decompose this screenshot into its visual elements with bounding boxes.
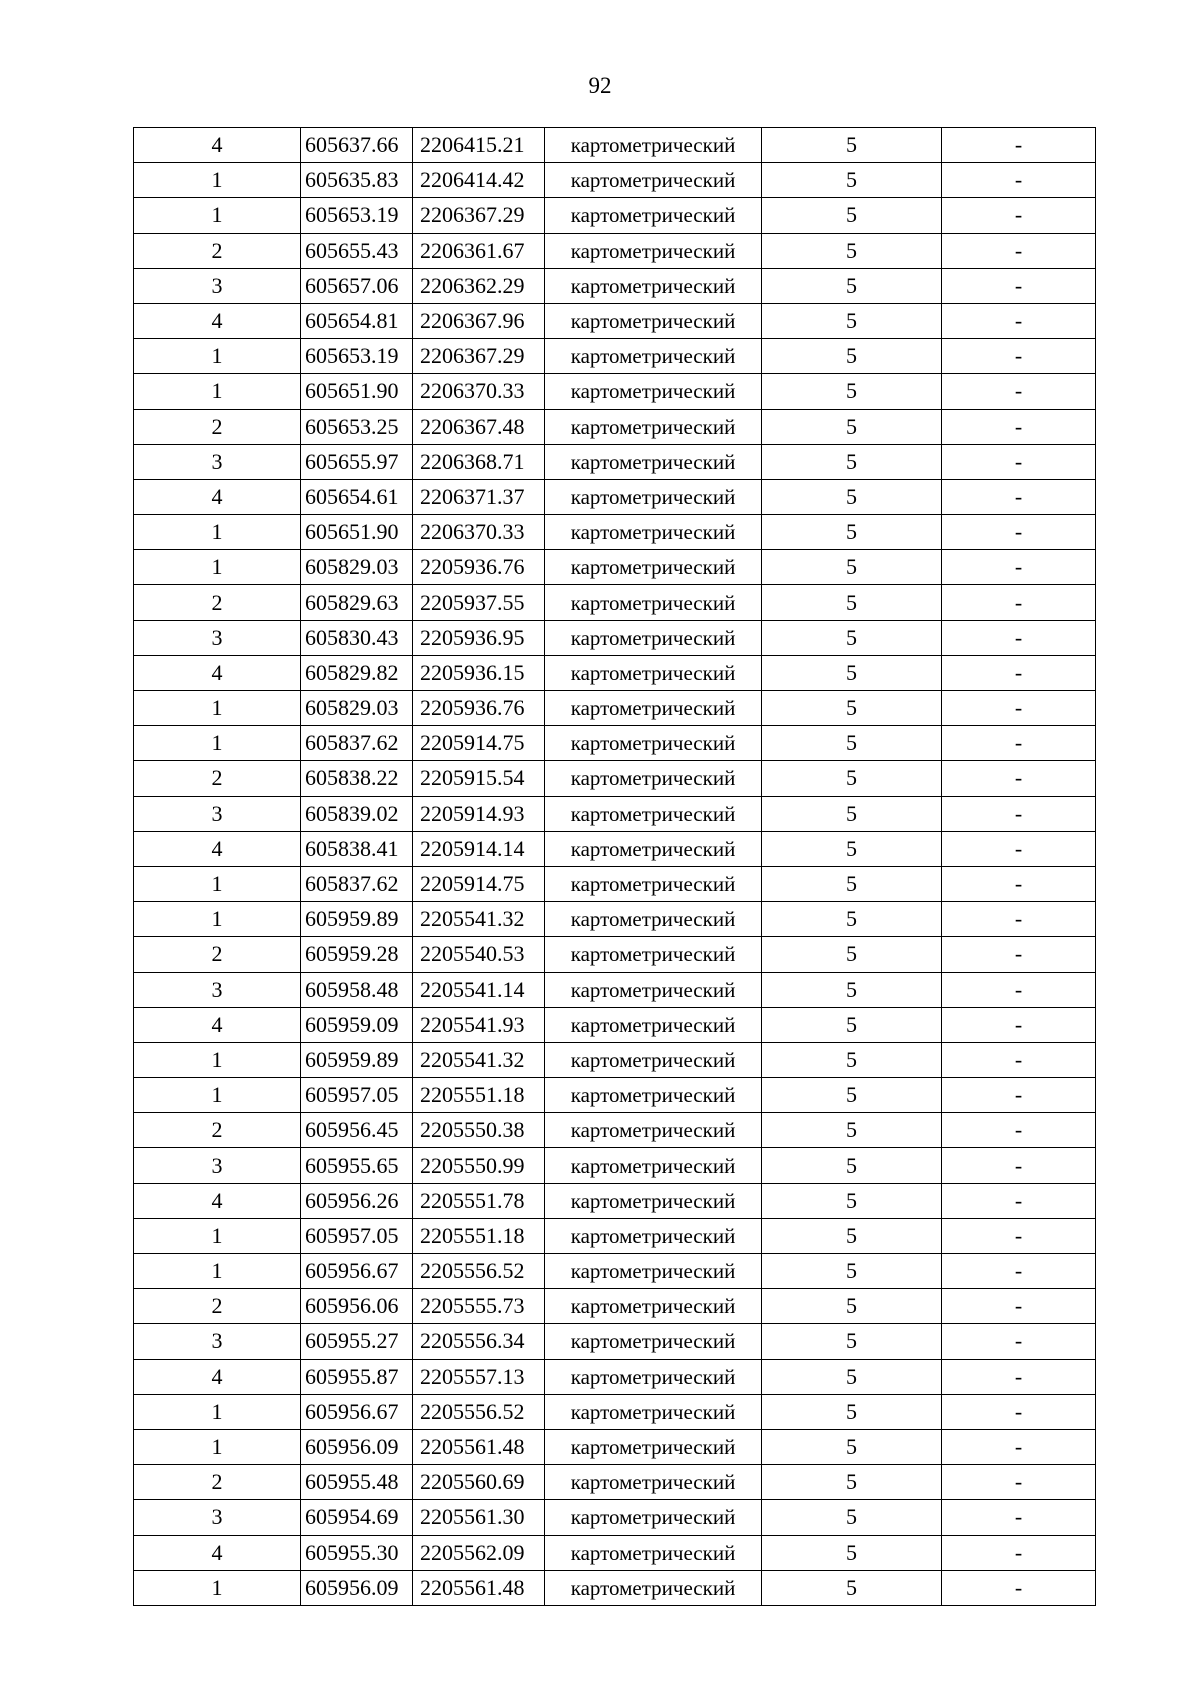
point-number-cell: 1 xyxy=(134,1394,301,1429)
note-cell: - xyxy=(942,1500,1096,1535)
method-cell: картометрический xyxy=(545,128,762,163)
note-cell: - xyxy=(942,233,1096,268)
note-cell: - xyxy=(942,902,1096,937)
accuracy-cell: 5 xyxy=(762,796,942,831)
x-coordinate-cell: 605635.83 xyxy=(301,163,413,198)
point-number-cell: 2 xyxy=(134,1113,301,1148)
method-cell: картометрический xyxy=(545,1394,762,1429)
y-coordinate-cell: 2206415.21 xyxy=(413,128,545,163)
x-coordinate-cell: 605956.09 xyxy=(301,1429,413,1464)
note-cell: - xyxy=(942,550,1096,585)
table-row xyxy=(134,233,1096,268)
point-number-cell: 1 xyxy=(134,163,301,198)
accuracy-cell: 5 xyxy=(762,691,942,726)
note-cell: - xyxy=(942,1465,1096,1500)
table-row xyxy=(134,1218,1096,1253)
table-row xyxy=(134,620,1096,655)
x-coordinate-cell: 605837.62 xyxy=(301,726,413,761)
point-number-cell: 1 xyxy=(134,1429,301,1464)
point-number-cell: 3 xyxy=(134,444,301,479)
y-coordinate-cell: 2205914.14 xyxy=(413,831,545,866)
note-cell: - xyxy=(942,268,1096,303)
note-cell: - xyxy=(942,303,1096,338)
note-cell: - xyxy=(942,831,1096,866)
x-coordinate-cell: 605954.69 xyxy=(301,1500,413,1535)
point-number-cell: 4 xyxy=(134,831,301,866)
table-row xyxy=(134,1535,1096,1570)
note-cell: - xyxy=(942,1148,1096,1183)
point-number-cell: 2 xyxy=(134,1465,301,1500)
y-coordinate-cell: 2206367.48 xyxy=(413,409,545,444)
table-row xyxy=(134,1183,1096,1218)
method-cell: картометрический xyxy=(545,796,762,831)
note-cell: - xyxy=(942,1394,1096,1429)
accuracy-cell: 5 xyxy=(762,1254,942,1289)
y-coordinate-cell: 2205936.15 xyxy=(413,655,545,690)
note-cell: - xyxy=(942,515,1096,550)
method-cell: картометрический xyxy=(545,937,762,972)
x-coordinate-cell: 605956.26 xyxy=(301,1183,413,1218)
point-number-cell: 1 xyxy=(134,550,301,585)
accuracy-cell: 5 xyxy=(762,1183,942,1218)
table-row xyxy=(134,479,1096,514)
method-cell: картометрический xyxy=(545,585,762,620)
y-coordinate-cell: 2206368.71 xyxy=(413,444,545,479)
accuracy-cell: 5 xyxy=(762,479,942,514)
y-coordinate-cell: 2206362.29 xyxy=(413,268,545,303)
method-cell: картометрический xyxy=(545,1324,762,1359)
note-cell: - xyxy=(942,374,1096,409)
method-cell: картометрический xyxy=(545,1359,762,1394)
x-coordinate-cell: 605955.65 xyxy=(301,1148,413,1183)
note-cell: - xyxy=(942,691,1096,726)
y-coordinate-cell: 2205936.76 xyxy=(413,550,545,585)
y-coordinate-cell: 2205550.99 xyxy=(413,1148,545,1183)
note-cell: - xyxy=(942,866,1096,901)
note-cell: - xyxy=(942,409,1096,444)
note-cell: - xyxy=(942,444,1096,479)
method-cell: картометрический xyxy=(545,1570,762,1605)
table-row xyxy=(134,515,1096,550)
table-row xyxy=(134,374,1096,409)
note-cell: - xyxy=(942,655,1096,690)
x-coordinate-cell: 605651.90 xyxy=(301,515,413,550)
accuracy-cell: 5 xyxy=(762,233,942,268)
table-row xyxy=(134,550,1096,585)
table-row xyxy=(134,1429,1096,1464)
method-cell: картометрический xyxy=(545,198,762,233)
x-coordinate-cell: 605956.06 xyxy=(301,1289,413,1324)
accuracy-cell: 5 xyxy=(762,1465,942,1500)
coordinates-table-body xyxy=(134,128,1096,1606)
table-row xyxy=(134,303,1096,338)
point-number-cell: 3 xyxy=(134,1324,301,1359)
accuracy-cell: 5 xyxy=(762,726,942,761)
x-coordinate-cell: 605829.63 xyxy=(301,585,413,620)
accuracy-cell: 5 xyxy=(762,1078,942,1113)
method-cell: картометрический xyxy=(545,233,762,268)
note-cell: - xyxy=(942,1078,1096,1113)
x-coordinate-cell: 605959.28 xyxy=(301,937,413,972)
note-cell: - xyxy=(942,585,1096,620)
note-cell: - xyxy=(942,1007,1096,1042)
point-number-cell: 1 xyxy=(134,1254,301,1289)
point-number-cell: 1 xyxy=(134,1078,301,1113)
method-cell: картометрический xyxy=(545,1148,762,1183)
table-row xyxy=(134,1254,1096,1289)
x-coordinate-cell: 605655.43 xyxy=(301,233,413,268)
x-coordinate-cell: 605654.61 xyxy=(301,479,413,514)
point-number-cell: 4 xyxy=(134,1535,301,1570)
y-coordinate-cell: 2205562.09 xyxy=(413,1535,545,1570)
method-cell: картометрический xyxy=(545,866,762,901)
x-coordinate-cell: 605955.87 xyxy=(301,1359,413,1394)
accuracy-cell: 5 xyxy=(762,550,942,585)
note-cell: - xyxy=(942,937,1096,972)
accuracy-cell: 5 xyxy=(762,198,942,233)
table-row xyxy=(134,1500,1096,1535)
y-coordinate-cell: 2205561.30 xyxy=(413,1500,545,1535)
note-cell: - xyxy=(942,1429,1096,1464)
table-row xyxy=(134,726,1096,761)
method-cell: картометрический xyxy=(545,374,762,409)
table-row xyxy=(134,866,1096,901)
table-row xyxy=(134,1394,1096,1429)
note-cell: - xyxy=(942,726,1096,761)
x-coordinate-cell: 605653.19 xyxy=(301,198,413,233)
x-coordinate-cell: 605829.03 xyxy=(301,550,413,585)
table-row xyxy=(134,444,1096,479)
note-cell: - xyxy=(942,1113,1096,1148)
y-coordinate-cell: 2206361.67 xyxy=(413,233,545,268)
method-cell: картометрический xyxy=(545,409,762,444)
method-cell: картометрический xyxy=(545,691,762,726)
point-number-cell: 1 xyxy=(134,1570,301,1605)
accuracy-cell: 5 xyxy=(762,444,942,479)
table-row xyxy=(134,972,1096,1007)
y-coordinate-cell: 2205915.54 xyxy=(413,761,545,796)
accuracy-cell: 5 xyxy=(762,1500,942,1535)
y-coordinate-cell: 2205555.73 xyxy=(413,1289,545,1324)
accuracy-cell: 5 xyxy=(762,1042,942,1077)
y-coordinate-cell: 2205914.75 xyxy=(413,726,545,761)
table-row xyxy=(134,796,1096,831)
y-coordinate-cell: 2205541.32 xyxy=(413,902,545,937)
x-coordinate-cell: 605959.89 xyxy=(301,1042,413,1077)
accuracy-cell: 5 xyxy=(762,972,942,1007)
x-coordinate-cell: 605653.19 xyxy=(301,339,413,374)
note-cell: - xyxy=(942,1183,1096,1218)
y-coordinate-cell: 2206414.42 xyxy=(413,163,545,198)
y-coordinate-cell: 2205936.95 xyxy=(413,620,545,655)
x-coordinate-cell: 605837.62 xyxy=(301,866,413,901)
accuracy-cell: 5 xyxy=(762,163,942,198)
x-coordinate-cell: 605958.48 xyxy=(301,972,413,1007)
y-coordinate-cell: 2206367.96 xyxy=(413,303,545,338)
table-row xyxy=(134,1113,1096,1148)
table-row xyxy=(134,1359,1096,1394)
method-cell: картометрический xyxy=(545,726,762,761)
note-cell: - xyxy=(942,1254,1096,1289)
point-number-cell: 1 xyxy=(134,726,301,761)
y-coordinate-cell: 2205561.48 xyxy=(413,1429,545,1464)
table-row xyxy=(134,1042,1096,1077)
note-cell: - xyxy=(942,1218,1096,1253)
note-cell: - xyxy=(942,1324,1096,1359)
note-cell: - xyxy=(942,1289,1096,1324)
table-row xyxy=(134,585,1096,620)
point-number-cell: 2 xyxy=(134,937,301,972)
y-coordinate-cell: 2205914.93 xyxy=(413,796,545,831)
note-cell: - xyxy=(942,620,1096,655)
method-cell: картометрический xyxy=(545,163,762,198)
method-cell: картометрический xyxy=(545,761,762,796)
table-row xyxy=(134,691,1096,726)
note-cell: - xyxy=(942,163,1096,198)
y-coordinate-cell: 2205551.78 xyxy=(413,1183,545,1218)
accuracy-cell: 5 xyxy=(762,1218,942,1253)
table-row xyxy=(134,1078,1096,1113)
point-number-cell: 1 xyxy=(134,1218,301,1253)
method-cell: картометрический xyxy=(545,902,762,937)
y-coordinate-cell: 2205541.32 xyxy=(413,1042,545,1077)
method-cell: картометрический xyxy=(545,1183,762,1218)
x-coordinate-cell: 605829.82 xyxy=(301,655,413,690)
point-number-cell: 2 xyxy=(134,761,301,796)
x-coordinate-cell: 605959.89 xyxy=(301,902,413,937)
note-cell: - xyxy=(942,339,1096,374)
y-coordinate-cell: 2205540.53 xyxy=(413,937,545,972)
x-coordinate-cell: 605956.45 xyxy=(301,1113,413,1148)
accuracy-cell: 5 xyxy=(762,1394,942,1429)
accuracy-cell: 5 xyxy=(762,303,942,338)
table-row xyxy=(134,655,1096,690)
accuracy-cell: 5 xyxy=(762,937,942,972)
method-cell: картометрический xyxy=(545,1113,762,1148)
note-cell: - xyxy=(942,479,1096,514)
table-row xyxy=(134,1289,1096,1324)
method-cell: картометрический xyxy=(545,1535,762,1570)
method-cell: картометрический xyxy=(545,1042,762,1077)
x-coordinate-cell: 605838.22 xyxy=(301,761,413,796)
accuracy-cell: 5 xyxy=(762,1324,942,1359)
coordinates-table xyxy=(133,127,1096,1606)
x-coordinate-cell: 605839.02 xyxy=(301,796,413,831)
accuracy-cell: 5 xyxy=(762,1113,942,1148)
accuracy-cell: 5 xyxy=(762,585,942,620)
y-coordinate-cell: 2205556.52 xyxy=(413,1254,545,1289)
note-cell: - xyxy=(942,761,1096,796)
point-number-cell: 4 xyxy=(134,479,301,514)
table-row xyxy=(134,409,1096,444)
method-cell: картометрический xyxy=(545,550,762,585)
x-coordinate-cell: 605829.03 xyxy=(301,691,413,726)
method-cell: картометрический xyxy=(545,831,762,866)
point-number-cell: 4 xyxy=(134,1007,301,1042)
note-cell: - xyxy=(942,1570,1096,1605)
method-cell: картометрический xyxy=(545,515,762,550)
accuracy-cell: 5 xyxy=(762,1535,942,1570)
point-number-cell: 3 xyxy=(134,1148,301,1183)
point-number-cell: 4 xyxy=(134,128,301,163)
table-row xyxy=(134,268,1096,303)
note-cell: - xyxy=(942,1359,1096,1394)
accuracy-cell: 5 xyxy=(762,1007,942,1042)
y-coordinate-cell: 2205556.34 xyxy=(413,1324,545,1359)
note-cell: - xyxy=(942,972,1096,1007)
accuracy-cell: 5 xyxy=(762,1289,942,1324)
point-number-cell: 3 xyxy=(134,620,301,655)
point-number-cell: 1 xyxy=(134,515,301,550)
x-coordinate-cell: 605955.48 xyxy=(301,1465,413,1500)
accuracy-cell: 5 xyxy=(762,902,942,937)
x-coordinate-cell: 605957.05 xyxy=(301,1218,413,1253)
accuracy-cell: 5 xyxy=(762,1429,942,1464)
note-cell: - xyxy=(942,128,1096,163)
y-coordinate-cell: 2205556.52 xyxy=(413,1394,545,1429)
accuracy-cell: 5 xyxy=(762,620,942,655)
point-number-cell: 4 xyxy=(134,1183,301,1218)
y-coordinate-cell: 2206367.29 xyxy=(413,198,545,233)
y-coordinate-cell: 2205557.13 xyxy=(413,1359,545,1394)
y-coordinate-cell: 2205937.55 xyxy=(413,585,545,620)
y-coordinate-cell: 2205541.14 xyxy=(413,972,545,1007)
accuracy-cell: 5 xyxy=(762,1570,942,1605)
accuracy-cell: 5 xyxy=(762,1359,942,1394)
table-row xyxy=(134,761,1096,796)
x-coordinate-cell: 605657.06 xyxy=(301,268,413,303)
x-coordinate-cell: 605655.97 xyxy=(301,444,413,479)
method-cell: картометрический xyxy=(545,1007,762,1042)
point-number-cell: 1 xyxy=(134,374,301,409)
point-number-cell: 4 xyxy=(134,655,301,690)
point-number-cell: 3 xyxy=(134,268,301,303)
point-number-cell: 4 xyxy=(134,1359,301,1394)
note-cell: - xyxy=(942,1535,1096,1570)
y-coordinate-cell: 2205914.75 xyxy=(413,866,545,901)
x-coordinate-cell: 605651.90 xyxy=(301,374,413,409)
x-coordinate-cell: 605956.67 xyxy=(301,1254,413,1289)
point-number-cell: 1 xyxy=(134,691,301,726)
x-coordinate-cell: 605830.43 xyxy=(301,620,413,655)
table-row xyxy=(134,1570,1096,1605)
x-coordinate-cell: 605955.27 xyxy=(301,1324,413,1359)
point-number-cell: 2 xyxy=(134,409,301,444)
method-cell: картометрический xyxy=(545,444,762,479)
x-coordinate-cell: 605654.81 xyxy=(301,303,413,338)
note-cell: - xyxy=(942,198,1096,233)
point-number-cell: 1 xyxy=(134,1042,301,1077)
point-number-cell: 1 xyxy=(134,198,301,233)
table-row xyxy=(134,902,1096,937)
x-coordinate-cell: 605955.30 xyxy=(301,1535,413,1570)
point-number-cell: 1 xyxy=(134,339,301,374)
table-row xyxy=(134,128,1096,163)
method-cell: картометрический xyxy=(545,1465,762,1500)
accuracy-cell: 5 xyxy=(762,374,942,409)
y-coordinate-cell: 2205541.93 xyxy=(413,1007,545,1042)
point-number-cell: 3 xyxy=(134,796,301,831)
accuracy-cell: 5 xyxy=(762,515,942,550)
point-number-cell: 3 xyxy=(134,1500,301,1535)
method-cell: картометрический xyxy=(545,1254,762,1289)
table-row xyxy=(134,1007,1096,1042)
x-coordinate-cell: 605956.67 xyxy=(301,1394,413,1429)
y-coordinate-cell: 2205551.18 xyxy=(413,1218,545,1253)
method-cell: картометрический xyxy=(545,268,762,303)
accuracy-cell: 5 xyxy=(762,866,942,901)
table-row xyxy=(134,339,1096,374)
method-cell: картометрический xyxy=(545,339,762,374)
table-row xyxy=(134,163,1096,198)
x-coordinate-cell: 605956.09 xyxy=(301,1570,413,1605)
point-number-cell: 1 xyxy=(134,866,301,901)
accuracy-cell: 5 xyxy=(762,268,942,303)
point-number-cell: 2 xyxy=(134,585,301,620)
method-cell: картометрический xyxy=(545,479,762,514)
x-coordinate-cell: 605959.09 xyxy=(301,1007,413,1042)
y-coordinate-cell: 2205551.18 xyxy=(413,1078,545,1113)
point-number-cell: 2 xyxy=(134,1289,301,1324)
accuracy-cell: 5 xyxy=(762,655,942,690)
y-coordinate-cell: 2205560.69 xyxy=(413,1465,545,1500)
x-coordinate-cell: 605838.41 xyxy=(301,831,413,866)
method-cell: картометрический xyxy=(545,1429,762,1464)
method-cell: картометрический xyxy=(545,1289,762,1324)
point-number-cell: 3 xyxy=(134,972,301,1007)
method-cell: картометрический xyxy=(545,1078,762,1113)
table-row xyxy=(134,1465,1096,1500)
table-row xyxy=(134,198,1096,233)
method-cell: картометрический xyxy=(545,655,762,690)
y-coordinate-cell: 2205936.76 xyxy=(413,691,545,726)
accuracy-cell: 5 xyxy=(762,339,942,374)
point-number-cell: 4 xyxy=(134,303,301,338)
y-coordinate-cell: 2205550.38 xyxy=(413,1113,545,1148)
point-number-cell: 1 xyxy=(134,902,301,937)
accuracy-cell: 5 xyxy=(762,831,942,866)
x-coordinate-cell: 605653.25 xyxy=(301,409,413,444)
page-number: 92 xyxy=(588,73,612,98)
accuracy-cell: 5 xyxy=(762,409,942,444)
method-cell: картометрический xyxy=(545,303,762,338)
table-row xyxy=(134,1148,1096,1183)
x-coordinate-cell: 605637.66 xyxy=(301,128,413,163)
method-cell: картометрический xyxy=(545,620,762,655)
note-cell: - xyxy=(942,1042,1096,1077)
method-cell: картометрический xyxy=(545,1500,762,1535)
y-coordinate-cell: 2206370.33 xyxy=(413,515,545,550)
method-cell: картометрический xyxy=(545,1218,762,1253)
y-coordinate-cell: 2206367.29 xyxy=(413,339,545,374)
y-coordinate-cell: 2206371.37 xyxy=(413,479,545,514)
y-coordinate-cell: 2206370.33 xyxy=(413,374,545,409)
accuracy-cell: 5 xyxy=(762,1148,942,1183)
method-cell: картометрический xyxy=(545,972,762,1007)
note-cell: - xyxy=(942,796,1096,831)
table-row xyxy=(134,937,1096,972)
accuracy-cell: 5 xyxy=(762,761,942,796)
x-coordinate-cell: 605957.05 xyxy=(301,1078,413,1113)
table-row xyxy=(134,1324,1096,1359)
point-number-cell: 2 xyxy=(134,233,301,268)
accuracy-cell: 5 xyxy=(762,128,942,163)
y-coordinate-cell: 2205561.48 xyxy=(413,1570,545,1605)
table-row xyxy=(134,831,1096,866)
